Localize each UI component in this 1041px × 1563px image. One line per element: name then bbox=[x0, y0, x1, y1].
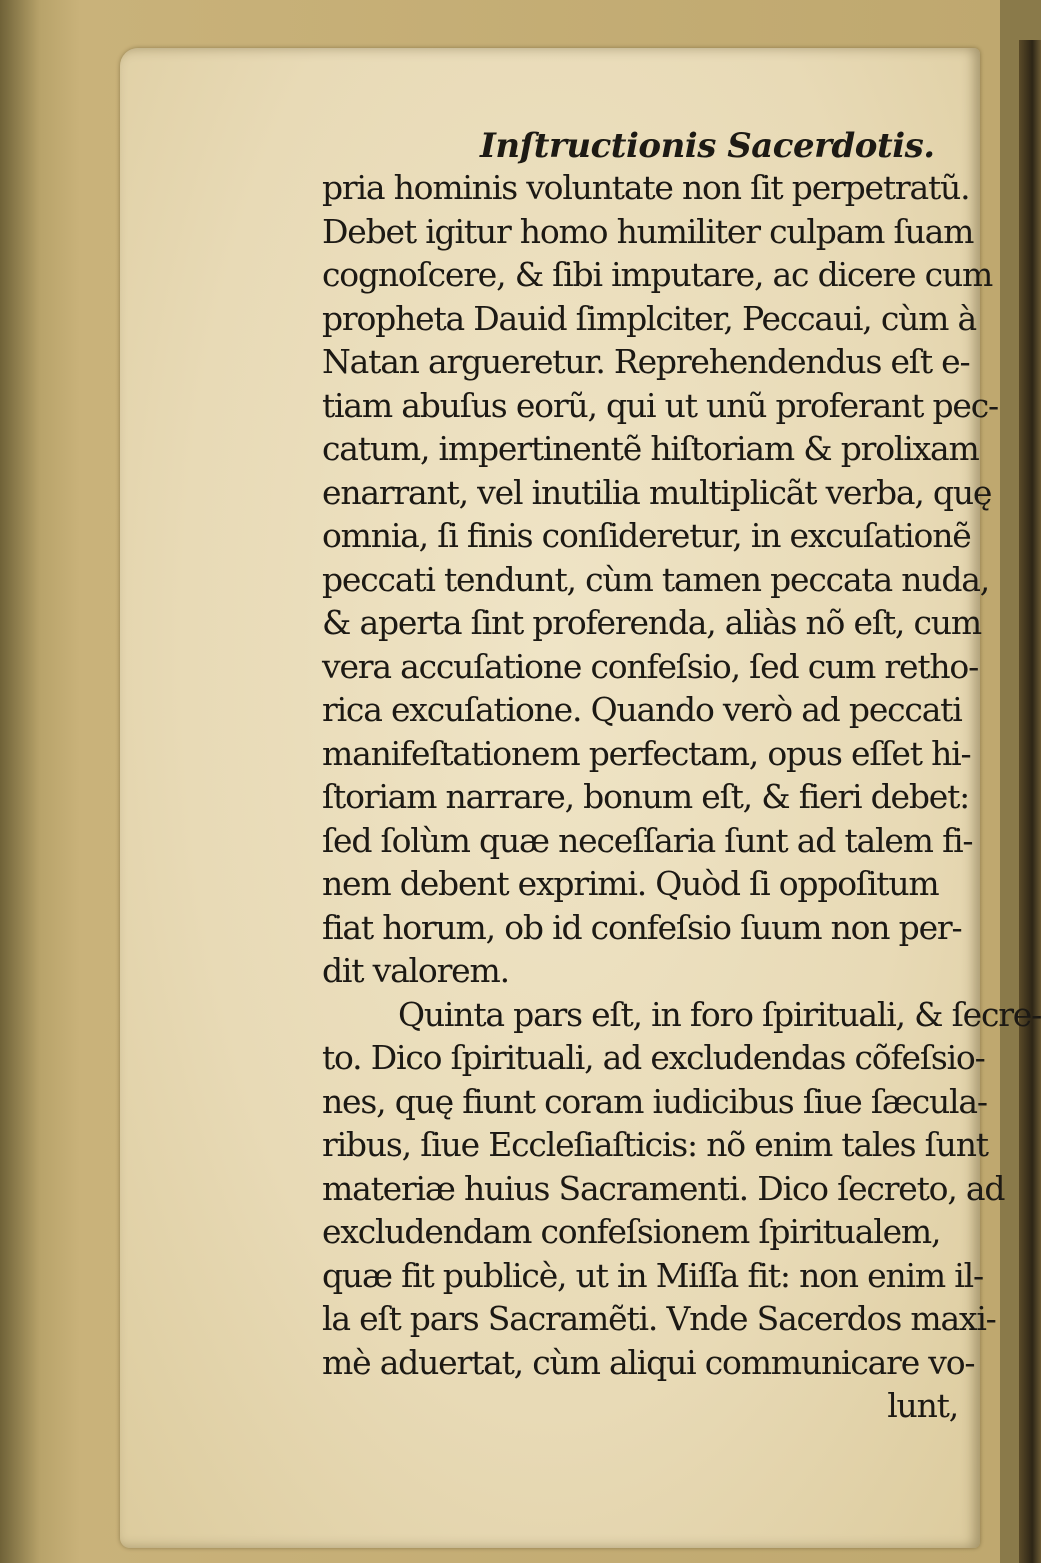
running-header: Inſtructionis Sacerdotis. bbox=[480, 126, 935, 166]
paragraph-start-line: Quinta pars eſt, in foro ſpirituali, & ſecre- bbox=[398, 994, 1041, 1034]
text-line: mè aduertat, cùm aliqui communicare vo- bbox=[322, 1342, 975, 1382]
text-line: pria hominis voluntate non ſit perpetratũ. bbox=[322, 168, 970, 207]
text-line: manifeſtationem perfectam, opus eſſet hi- bbox=[322, 733, 971, 773]
book-spine-edge bbox=[1019, 40, 1041, 1563]
text-line: cognoſcere, & ſibi imputare, ac dicere cum bbox=[322, 255, 993, 294]
text-line: fiat horum, ob id confeſsio ſuum non per- bbox=[322, 907, 962, 947]
text-line: quæ fit publicè, ut in Miſſa fit: non enim il- bbox=[322, 1255, 983, 1295]
text-line: nem debent exprimi. Quòd ſi oppoſitum bbox=[322, 864, 939, 903]
text-line: nes, quę fiunt coram iudicibus ſiue ſæcula- bbox=[322, 1081, 987, 1121]
text-line: dit valorem. bbox=[322, 951, 509, 990]
text-line: propheta Dauid ſimplciter, Peccaui, cùm à bbox=[322, 298, 977, 338]
text-line: ribus, ſiue Eccleſiaſticis: nõ enim tales ſunt bbox=[322, 1125, 988, 1164]
text-line: peccati tendunt, cùm tamen peccata nuda, bbox=[322, 559, 990, 599]
catchword: lunt, bbox=[887, 1386, 958, 1425]
text-line: Debet igitur homo humiliter culpam ſuam bbox=[322, 211, 974, 251]
text-line: rica excuſatione. Quando verò ad peccati bbox=[322, 690, 962, 729]
text-line: ſed ſolùm quæ neceſſaria ſunt ad talem fi- bbox=[322, 820, 973, 860]
text-line: tiam abuſus eorũ, qui ut unũ proferant pec- bbox=[322, 385, 998, 425]
page-body bbox=[322, 166, 1041, 1428]
text-line: la eſt pars Sacramẽti. Vnde Sacerdos maxi- bbox=[322, 1299, 996, 1338]
text-line: to. Dico ſpirituali, ad excludendas cõfeſsio- bbox=[322, 1038, 985, 1077]
text-line: ſtoriam narrare, bonum eſt, & fieri debet: bbox=[322, 777, 970, 816]
text-line: omnia, ſi finis conſideretur, in excuſationẽ bbox=[322, 516, 971, 555]
text-line: materiæ huius Sacramenti. Dico ſecreto, ad bbox=[322, 1168, 1005, 1208]
text-line: vera accuſatione confeſsio, ſed cum retho- bbox=[322, 646, 979, 686]
text-line: Natan argueretur. Reprehendendus eſt e- bbox=[322, 342, 970, 381]
text-line: enarrant, vel inutilia multiplicãt verba, quę bbox=[322, 472, 992, 512]
text-line: & aperta ſint proferenda, aliàs nõ eſt, cum bbox=[322, 603, 981, 642]
text-line: catum, impertinentẽ hiſtoriam & prolixam bbox=[322, 429, 979, 468]
text-line: excludendam confeſsionem ſpiritualem, bbox=[322, 1212, 941, 1251]
